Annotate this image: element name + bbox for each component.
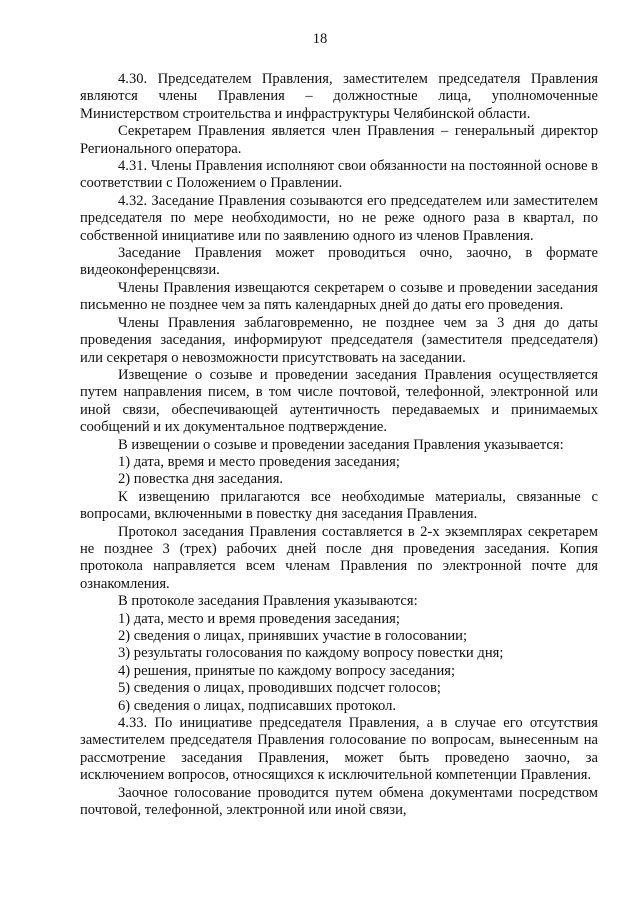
list-item: 4) решения, принятые по каждому вопросу заседания; — [118, 662, 456, 679]
paragraph-4-30: 4.30. Председателем Правления, заместителем председателя Правления являются члены Правления – должностные лица, уполномоченные Министерством строительства и инфраструктуры Челябинской области. — [80, 71, 598, 122]
document-body — [80, 71, 598, 819]
paragraph-4-31: 4.31. Члены Правления исполняют свои обязанности на постоянной основе в соответствии с Положением о Правлении. — [80, 158, 599, 192]
list-item: 6) сведения о лицах, подписавших протокол. — [118, 697, 397, 714]
paragraph-notification: Члены Правления извещаются секретарем о созыве и проведении заседания письменно не позднее чем за пять календарных дней до даты его проведения. — [80, 279, 598, 314]
paragraph-protocol-contents: В протоколе заседания Правления указываются: — [118, 593, 418, 610]
paragraph-absence-notice: Члены Правления заблаговременно, не позднее чем за 3 дня до даты проведения заседания, информируют председателя (заместителя председателя) или секретаря о невозможности присутствовать на заседании. — [80, 314, 598, 366]
paragraph-protocol: Протокол заседания Правления составляется в 2-х экземплярах секретарем не позднее 3 (трех) рабочих дней после дня проведения заседания. Копия протокола направляется всем членам Правления по электронной почте для ознакомления. — [80, 523, 598, 592]
list-item: 2) сведения о лицах, принявших участие в голосовании; — [118, 628, 468, 644]
paragraph-attachments: К извещению прилагаются все необходимые материалы, связанные с вопросами, включенными в повестку дня заседания Правления. — [80, 488, 598, 523]
list-item: 5) сведения о лицах, проводивших подсчет голосов; — [118, 680, 441, 697]
list-item: 2) повестка дня заседания. — [118, 471, 284, 488]
paragraph-4-33: 4.33. По инициативе председателя Правления, а в случае его отсутствия заместителем председателя Правления голосование по вопросам, вынесенным на рассмотрение заседания Правления, может быть проведено заочно, за исключением вопросов, относящихся к исключительной компетенции Правления. — [80, 715, 598, 784]
paragraph-absentee-voting: Заочное голосование проводится путем обмена документами посредством почтовой, телефонной, электронной или иной связи, — [80, 784, 598, 819]
paragraph-notice-delivery: Извещение о созыве и проведении заседания Правления осуществляется путем направления писем, в том числе почтовой, телефонной, электронной или иной связи, обеспечивающей аутентичность передаваемых и принимаемых сообщений и их документальное подтверждение. — [80, 366, 598, 436]
paragraph-secretary: Секретарем Правления является член Правления – генеральный директор Регионального оператора. — [80, 123, 598, 157]
paragraph-4-32: 4.32. Заседание Правления созываются его председателем или заместителем председателя по мере необходимости, но не реже одного раза в квартал, по собственной инициативе или по заявлению одного из членов Правления. — [80, 192, 598, 244]
paragraph-notice-contents: В извещении о созыве и проведении заседания Правления указывается: — [118, 436, 564, 453]
list-item: 1) дата, место и время проведения заседания; — [118, 610, 400, 627]
list-item: 1) дата, время и место проведения заседания; — [118, 453, 400, 470]
list-item: 3) результаты голосования по каждому вопросу повестки дня; — [118, 645, 504, 662]
paragraph-meeting-format: Заседание Правления может проводиться очно, заочно, в формате видеоконференцсвязи. — [80, 245, 598, 279]
page-number: 18 — [312, 31, 328, 47]
